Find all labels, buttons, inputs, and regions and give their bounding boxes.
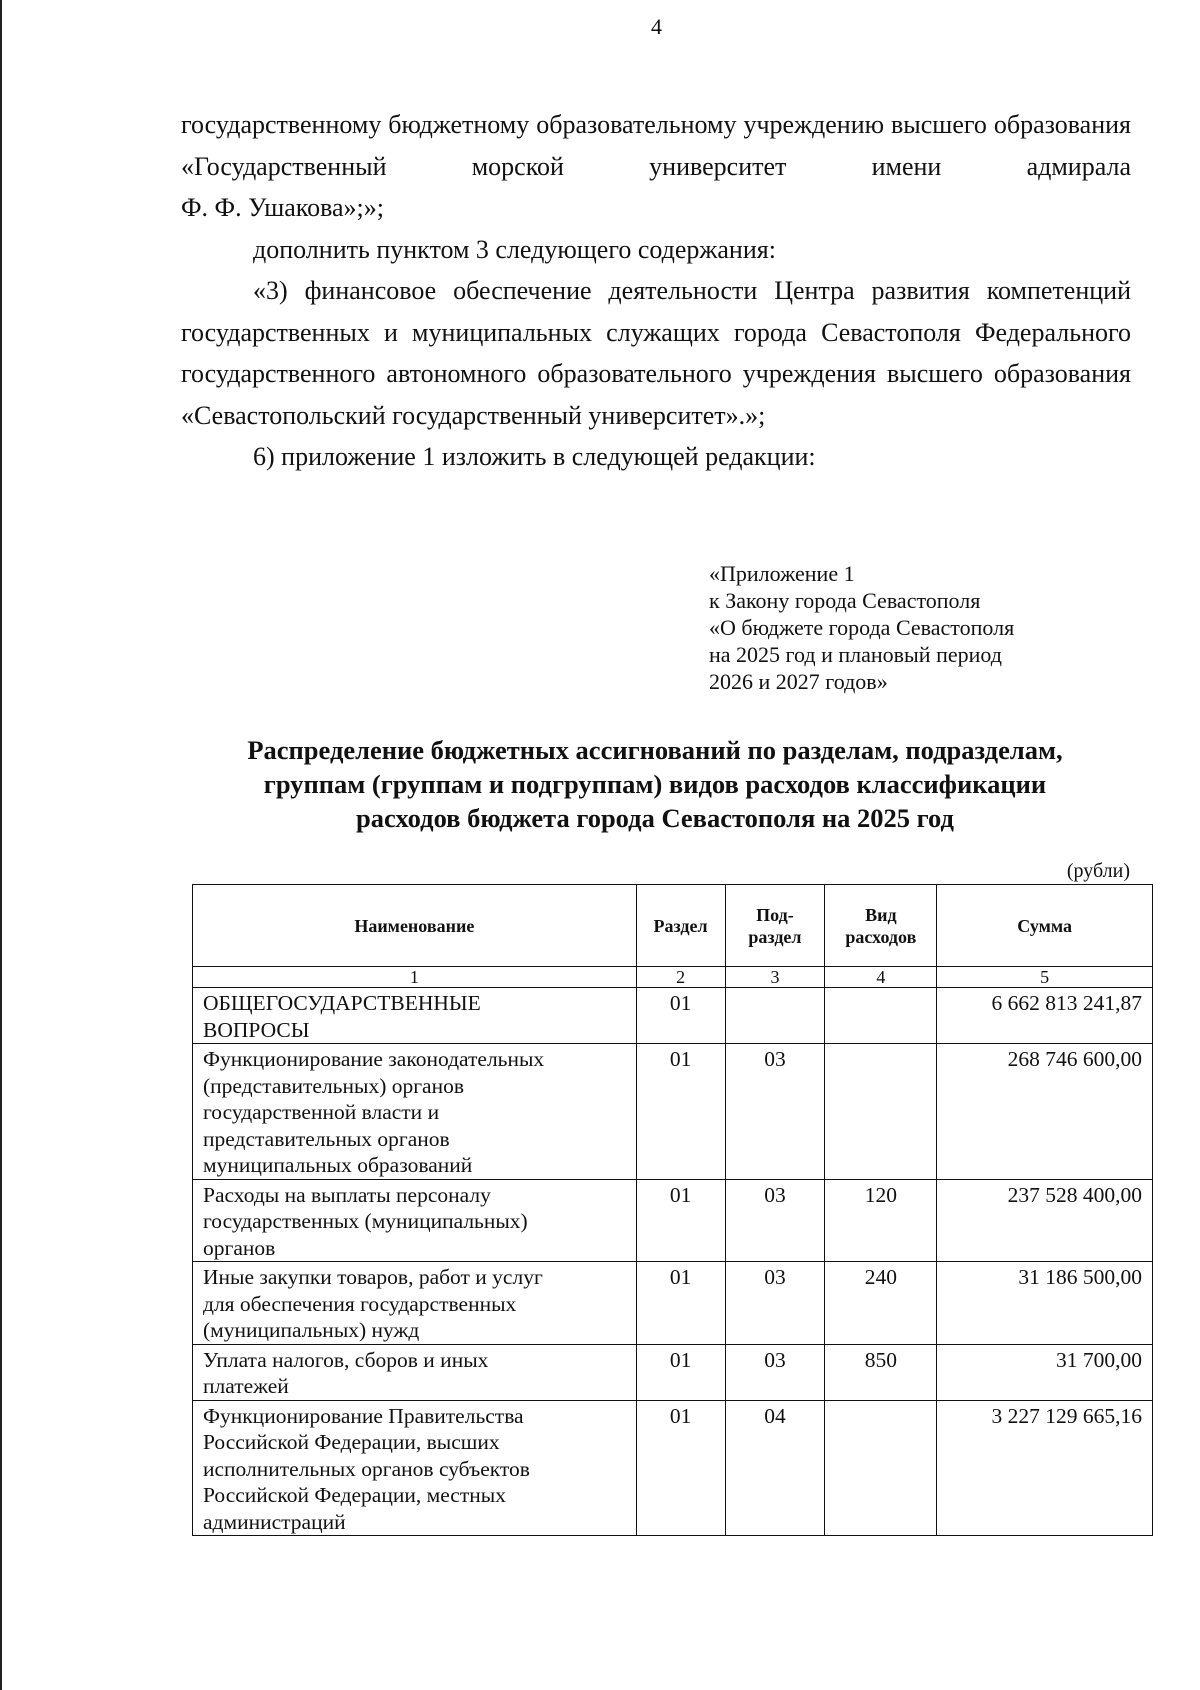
document-title <box>180 733 1130 835</box>
cell-section: 01 <box>636 988 725 1044</box>
header-expense-type-line: расходов <box>845 926 917 947</box>
paragraph-continuation-end: Ф. Ф. Ушакова»;»; <box>181 193 384 222</box>
cell-name <box>193 1262 637 1345</box>
cell-name <box>193 1344 637 1400</box>
cell-subsection: 03 <box>725 1044 825 1180</box>
cell-name-line: органов <box>203 1235 276 1260</box>
header-subsection <box>725 885 825 967</box>
cell-name-line: для обеспечения государственных <box>203 1291 517 1316</box>
cell-name <box>193 1044 637 1180</box>
table-header-row <box>193 885 1153 967</box>
cell-section: 01 <box>636 1262 725 1345</box>
header-subsection-line: раздел <box>748 926 802 947</box>
column-number: 3 <box>725 967 825 988</box>
header-section: Раздел <box>636 885 725 967</box>
cell-expense-type: 120 <box>825 1179 937 1262</box>
cell-expense-type: 240 <box>825 1262 937 1345</box>
table-row <box>193 1262 1153 1345</box>
cell-name-line: платежей <box>203 1374 289 1398</box>
cell-section: 01 <box>636 1400 725 1536</box>
appendix-note-line: 2026 и 2027 годов» <box>709 669 888 694</box>
body-text <box>181 104 1131 478</box>
page-number: 4 <box>651 14 662 39</box>
cell-name-line: исполнительных органов субъектов <box>203 1456 530 1481</box>
cell-name-line: государственных (муниципальных) <box>203 1209 528 1233</box>
cell-section: 01 <box>636 1179 725 1262</box>
header-expense-type <box>825 885 937 967</box>
paragraph-amendment: дополнить пунктом 3 следующего содержания: <box>253 234 776 264</box>
table-body <box>193 988 1153 1536</box>
cell-name-line: муниципальных образований <box>203 1153 473 1177</box>
cell-name-line: Расходы на выплаты персоналу <box>203 1182 491 1207</box>
cell-expense-type <box>825 988 937 1044</box>
cell-subsection: 04 <box>725 1400 825 1536</box>
cell-amount: 31 186 500,00 <box>937 1262 1153 1345</box>
cell-expense-type <box>825 1044 937 1180</box>
appendix-note-line: на 2025 год и плановый период <box>709 642 1002 667</box>
cell-expense-type <box>825 1400 937 1536</box>
budget-table <box>192 884 1153 1536</box>
cell-name-line: государственной власти и <box>203 1100 440 1124</box>
cell-amount: 6 662 813 241,87 <box>937 988 1153 1044</box>
table-row <box>193 1044 1153 1180</box>
appendix-note-line: «О бюджете города Севастополя <box>709 615 1015 640</box>
cell-name-line: Уплата налогов, сборов и иных <box>203 1347 489 1372</box>
header-subsection-line: Под- <box>756 904 794 925</box>
cell-name-line: Функционирование законодательных <box>203 1047 545 1071</box>
paragraph-item-6: 6) приложение 1 изложить в следующей редакции: <box>253 442 816 471</box>
cell-amount: 3 227 129 665,16 <box>937 1400 1153 1536</box>
table-row <box>193 1179 1153 1262</box>
paragraph-clause-3: «3) финансовое обеспечение деятельности Центра развития компетенций государственных и муниципальных служащих города Севастополя Федерального государственного автономного образовательного учреждения высшего образования «Севастопольский государственный университет».»; <box>181 276 1131 430</box>
cell-name-line: Функционирование Правительства <box>203 1403 524 1428</box>
column-number-row <box>193 967 1153 988</box>
units-label: (рубли) <box>1066 860 1130 882</box>
header-expense-type-line: Вид <box>865 904 897 925</box>
column-number: 5 <box>937 967 1153 988</box>
cell-name-line: (муниципальных) нужд <box>203 1318 420 1342</box>
appendix-note <box>709 560 1014 695</box>
cell-subsection <box>725 988 825 1044</box>
paragraph-continuation: государственному бюджетному образовательному учреждению высшего образования «Государственный морской университет имени адмирала <box>181 110 1131 181</box>
cell-name <box>193 988 637 1044</box>
cell-name <box>193 1179 637 1262</box>
column-number: 4 <box>825 967 937 988</box>
cell-section: 01 <box>636 1344 725 1400</box>
appendix-note-line: к Закону города Севастополя <box>709 588 981 613</box>
column-number: 1 <box>193 967 637 988</box>
cell-name-line: ОБЩЕГОСУДАРСТВЕННЫЕ <box>203 991 481 1015</box>
cell-name-line: Российской Федерации, высших <box>203 1430 500 1454</box>
cell-name <box>193 1400 637 1536</box>
appendix-note-line: «Приложение 1 <box>709 561 855 586</box>
cell-subsection: 03 <box>725 1344 825 1400</box>
table-row <box>193 1400 1153 1536</box>
cell-name-line: ВОПРОСЫ <box>203 1017 310 1042</box>
table-row <box>193 988 1153 1044</box>
cell-name-line: администраций <box>203 1509 346 1534</box>
table-row <box>193 1344 1153 1400</box>
cell-name-line: Иные закупки товаров, работ и услуг <box>203 1265 543 1289</box>
page-left-edge <box>0 0 2 1690</box>
header-amount: Сумма <box>937 885 1153 967</box>
cell-amount: 237 528 400,00 <box>937 1179 1153 1262</box>
cell-expense-type: 850 <box>825 1344 937 1400</box>
column-number: 2 <box>636 967 725 988</box>
cell-name-line: Российской Федерации, местных <box>203 1483 506 1507</box>
header-name: Наименование <box>193 885 637 967</box>
title-line: Распределение бюджетных ассигнований по разделам, подразделам, <box>247 735 1063 765</box>
title-line: расходов бюджета города Севастополя на 2025 год <box>356 803 954 833</box>
cell-subsection: 03 <box>725 1179 825 1262</box>
title-line: группам (группам и подгруппам) видов расходов классификации <box>263 769 1047 799</box>
cell-amount: 31 700,00 <box>937 1344 1153 1400</box>
cell-name-line: представительных органов <box>203 1126 450 1151</box>
cell-amount: 268 746 600,00 <box>937 1044 1153 1180</box>
cell-name-line: (представительных) органов <box>203 1073 464 1098</box>
cell-subsection: 03 <box>725 1262 825 1345</box>
cell-section: 01 <box>636 1044 725 1180</box>
